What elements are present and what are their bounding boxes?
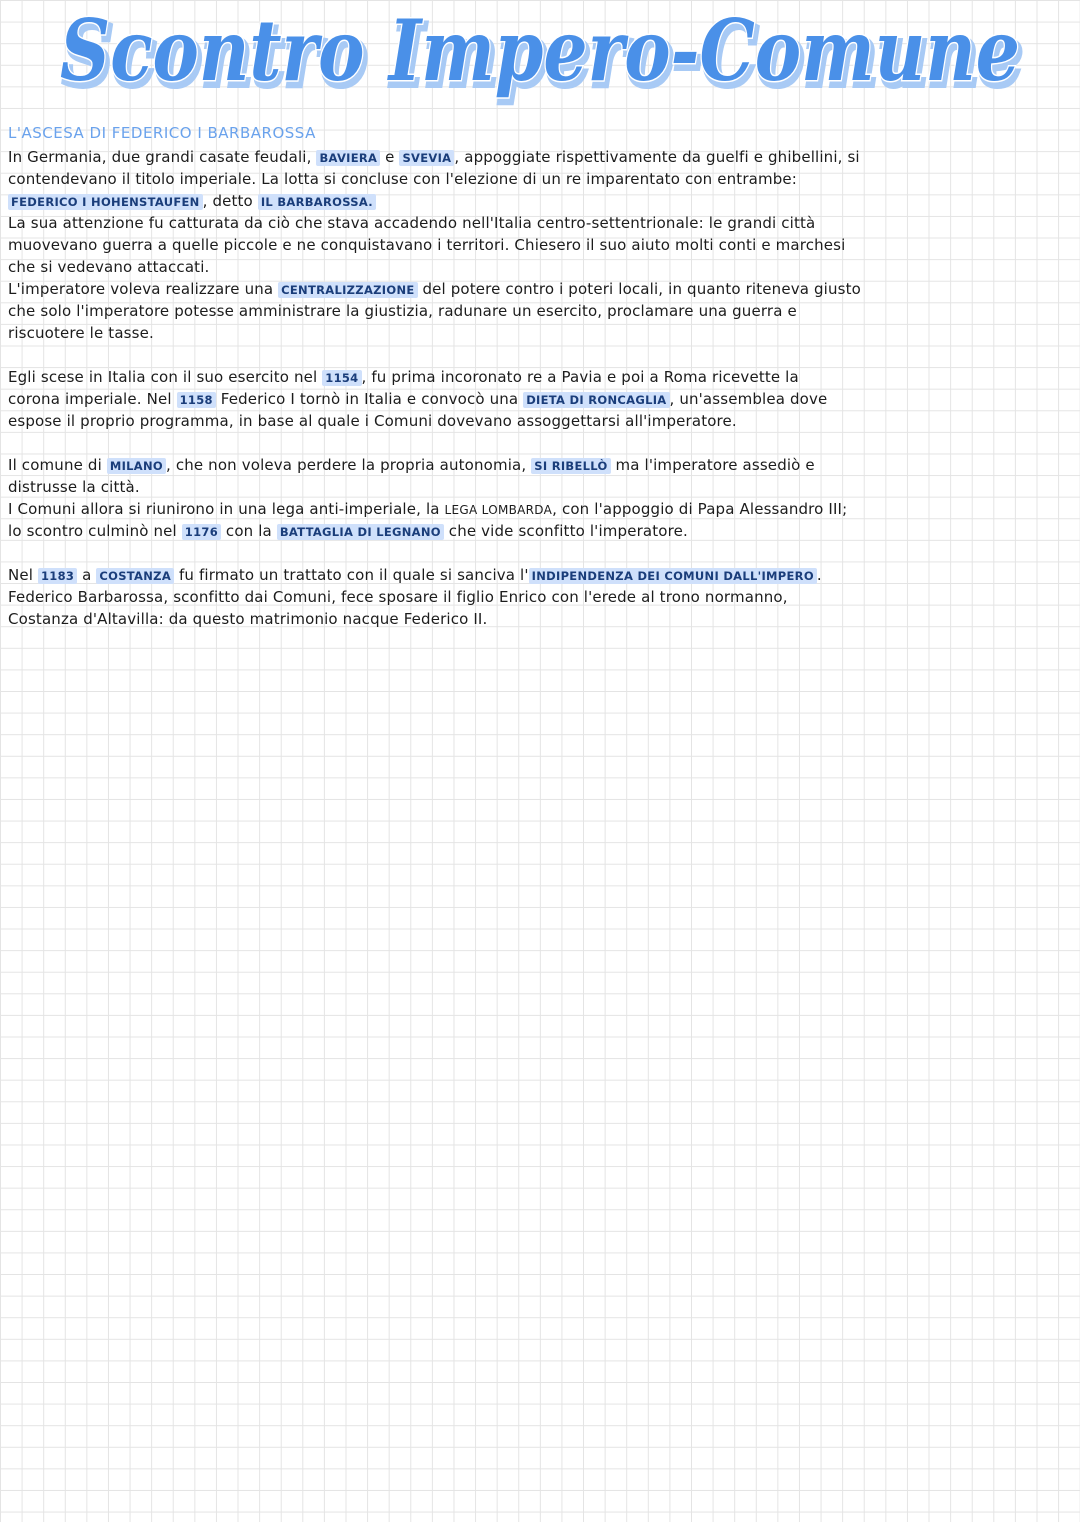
- text-segment: La sua attenzione fu catturata da ciò che stava accadendo nell'Italia centro-settentrionale: le grandi città: [8, 214, 816, 232]
- highlighted-keyword: INDIPENDENZA DEI COMUNI DALL'IMPERO: [529, 568, 817, 584]
- text-segment: L'imperatore voleva realizzare una: [8, 280, 279, 298]
- text-line: [8, 322, 1076, 344]
- highlighted-keyword: CENTRALIZZAZIONE: [278, 282, 417, 298]
- text-segment: , un'assemblea dove: [669, 390, 828, 408]
- notes-body: [8, 146, 1076, 630]
- text-line: [8, 586, 1076, 608]
- text-line: [8, 388, 1076, 410]
- text-line: [8, 498, 1076, 520]
- text-segment: , appoggiate rispettivamente da guelfi e ghibellini, si: [454, 148, 860, 166]
- text-line: [8, 168, 1076, 190]
- text-line: [8, 564, 1076, 586]
- text-segment: Federico Barbarossa, sconfitto dai Comuni, fece sposare il figlio Enrico con l'erede al trono normanno,: [8, 588, 788, 606]
- text-segment: , che non voleva perdere la propria autonomia,: [165, 456, 532, 474]
- title-text: Scontro Impero-Comune: [60, 1, 1021, 100]
- text-segment: e: [380, 148, 400, 166]
- highlighted-keyword: DIETA DI RONCAGLIA: [523, 392, 669, 408]
- text-line: [8, 146, 1076, 168]
- text-segment: che solo l'imperatore potesse amministrare la giustizia, radunare un esercito, proclamare una guerra e: [8, 302, 797, 320]
- text-segment: a: [77, 566, 97, 584]
- text-segment: con la: [221, 522, 277, 540]
- text-segment: ma l'imperatore assediò e: [610, 456, 815, 474]
- section-heading: L'ASCESA DI FEDERICO I BARBAROSSA: [8, 124, 316, 142]
- text-line: [8, 476, 1076, 498]
- keyword: LEGA LOMBARDA: [444, 503, 553, 517]
- text-segment: distrusse la città.: [8, 478, 140, 496]
- text-line: [8, 520, 1076, 542]
- highlighted-keyword: SI RIBELLÒ: [531, 458, 610, 474]
- text-line: [8, 256, 1076, 278]
- text-line: [8, 300, 1076, 322]
- text-segment: che vide sconfitto l'imperatore.: [443, 522, 688, 540]
- highlighted-keyword: 1154: [322, 370, 361, 386]
- text-line: [8, 190, 1076, 212]
- text-segment: che si vedevano attaccati.: [8, 258, 210, 276]
- highlighted-keyword: 1176: [182, 524, 221, 540]
- text-segment: In Germania, due grandi casate feudali,: [8, 148, 317, 166]
- paragraph-gap: [8, 344, 1076, 366]
- text-segment: , detto: [202, 192, 258, 210]
- paragraph-gap: [8, 542, 1076, 564]
- text-line: [8, 234, 1076, 256]
- text-segment: corona imperiale. Nel: [8, 390, 177, 408]
- text-segment: Federico I tornò in Italia e convocò una: [215, 390, 524, 408]
- highlighted-keyword: IL BARBAROSSA.: [258, 194, 376, 210]
- text-segment: Egli scese in Italia con il suo esercito nel: [8, 368, 323, 386]
- text-line: [8, 366, 1076, 388]
- text-segment: contendevano il titolo imperiale. La lotta si concluse con l'elezione di un re imparentato con entrambe:: [8, 170, 797, 188]
- highlighted-keyword: 1158: [177, 392, 216, 408]
- highlighted-keyword: FEDERICO I HOHENSTAUFEN: [8, 194, 203, 210]
- text-segment: , con l'appoggio di Papa Alessandro III;: [552, 500, 848, 518]
- highlighted-keyword: BAVIERA: [316, 150, 380, 166]
- text-line: [8, 278, 1076, 300]
- text-line: [8, 410, 1076, 432]
- text-segment: lo scontro culminò nel: [8, 522, 182, 540]
- highlighted-keyword: BATTAGLIA DI LEGNANO: [277, 524, 444, 540]
- title-shadow: Scontro Impero-Comune: [63, 6, 1024, 105]
- highlighted-keyword: MILANO: [107, 458, 166, 474]
- text-segment: espose il proprio programma, in base al quale i Comuni dovevano assoggettarsi all'imperatore.: [8, 412, 737, 430]
- text-segment: .: [816, 566, 822, 584]
- text-line: [8, 212, 1076, 234]
- text-segment: muovevano guerra a quelle piccole e ne conquistavano i territori. Chiesero il suo aiuto molti conti e marchesi: [8, 236, 846, 254]
- text-segment: Il comune di: [8, 456, 107, 474]
- highlighted-keyword: 1183: [38, 568, 77, 584]
- title-lettering: [0, 0, 1080, 112]
- text-segment: del potere contro i poteri locali, in quanto riteneva giusto: [417, 280, 861, 298]
- paragraph-gap: [8, 432, 1076, 454]
- text-segment: riscuotere le tasse.: [8, 324, 154, 342]
- text-segment: Nel: [8, 566, 38, 584]
- text-segment: Costanza d'Altavilla: da questo matrimonio nacque Federico II.: [8, 610, 488, 628]
- text-segment: fu firmato un trattato con il quale si sanciva l': [174, 566, 529, 584]
- highlighted-keyword: SVEVIA: [399, 150, 454, 166]
- text-segment: , fu prima incoronato re a Pavia e poi a Roma ricevette la: [361, 368, 799, 386]
- text-segment: I Comuni allora si riunirono in una lega anti-imperiale, la: [8, 500, 445, 518]
- page-title: [0, 0, 1080, 112]
- text-line: [8, 454, 1076, 476]
- text-line: [8, 608, 1076, 630]
- highlighted-keyword: COSTANZA: [96, 568, 174, 584]
